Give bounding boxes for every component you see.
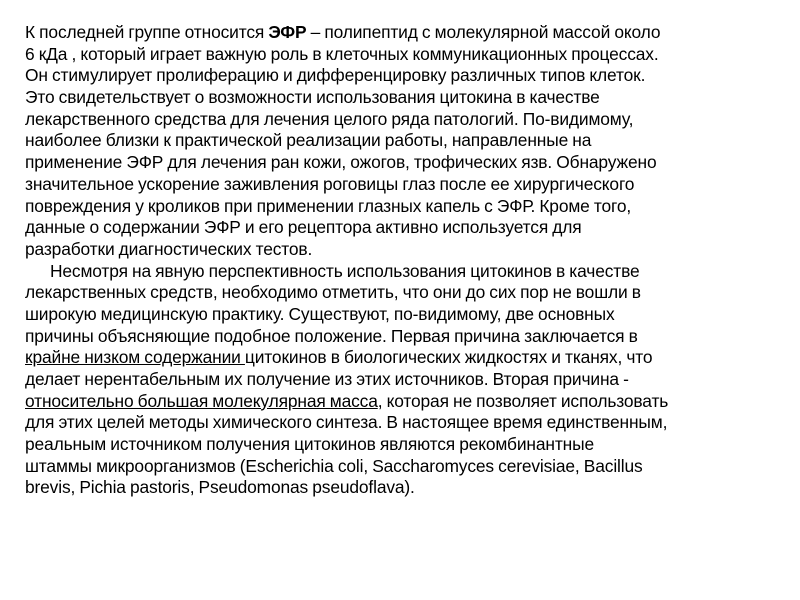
paragraph-1-line-7: применение ЭФР для лечения ран кожи, ожогов, трофических язв. Обнаружено xyxy=(25,152,657,173)
low-content-phrase: крайне низком содержании xyxy=(25,347,245,368)
paragraph-2-line-9: реальным источником получения цитокинов являются рекомбинантные xyxy=(25,434,594,455)
paragraph-2-line-3: широкую медицинскую практику. Существуют, по-видимому, две основных xyxy=(25,303,615,324)
paragraph-2-line-7 xyxy=(25,391,797,413)
paragraph-2-line-5 xyxy=(25,347,797,369)
efr-term: ЭФР xyxy=(268,22,307,42)
paragraph-1-line-3: Он стимулирует пролиферацию и дифференцировку различных типов клеток. xyxy=(25,65,646,86)
text-span: , которая не позволяет использовать xyxy=(377,390,669,411)
paragraph-1-line-11: разработки диагностических тестов. xyxy=(25,238,313,259)
body-text xyxy=(25,22,797,499)
text-span: цитокинов в биологических жидкостях и тканях, что xyxy=(244,347,653,368)
paragraph-2-line-2: лекарственных средств, необходимо отметить, что они до сих пор не вошли в xyxy=(25,282,641,303)
paragraph-1-line-4: Это свидетельствует о возможности использования цитокина в качестве xyxy=(25,87,600,108)
paragraph-1-line-5: лекарственного средства для лечения целого ряда патологий. По-видимому, xyxy=(25,108,634,129)
paragraph-1-line-6: наиболее близки к практической реализации работы, направленные на xyxy=(25,130,592,151)
paragraph-2-line-1: Несмотря на явную перспективность использования цитокинов в качестве xyxy=(50,260,640,281)
text-span: К последней группе относится xyxy=(25,22,269,42)
text-span: – полипептид с молекулярной массой около xyxy=(306,22,661,42)
paragraph-1-line-8: значительное ускорение заживления роговицы глаз после ее хирургического xyxy=(25,173,635,194)
paragraph-1-line-2: 6 кДа , который играет важную роль в клеточных коммуникационных процессах. xyxy=(25,43,659,64)
paragraph-2-line-6: делает нерентабельным их получение из этих источников. Вторая причина - xyxy=(25,369,629,389)
paragraph-1-line-9: повреждения у кроликов при применении глазных капель с ЭФР. Кроме того, xyxy=(25,195,632,216)
paragraph-2-line-11: brevis, Pichia pastoris, Pseudomonas pseudoflava). xyxy=(25,477,415,498)
paragraph-1-line-10: данные о содержании ЭФР и его рецептора активно используется для xyxy=(25,217,582,238)
paragraph-2-line-4: причины объясняющие подобное положение. Первая причина заключается в xyxy=(25,325,638,346)
paragraph-1-line-1 xyxy=(25,22,797,44)
molecular-mass-phrase: относительно большая молекулярная масса xyxy=(25,390,378,411)
paragraph-2-line-8: для этих целей методы химического синтеза. В настоящее время единственным, xyxy=(25,412,668,433)
paragraph-2-line-10: штаммы микроорганизмов (Escherichia coli, Saccharomyces cerevisiae, Bacillus xyxy=(25,455,643,476)
